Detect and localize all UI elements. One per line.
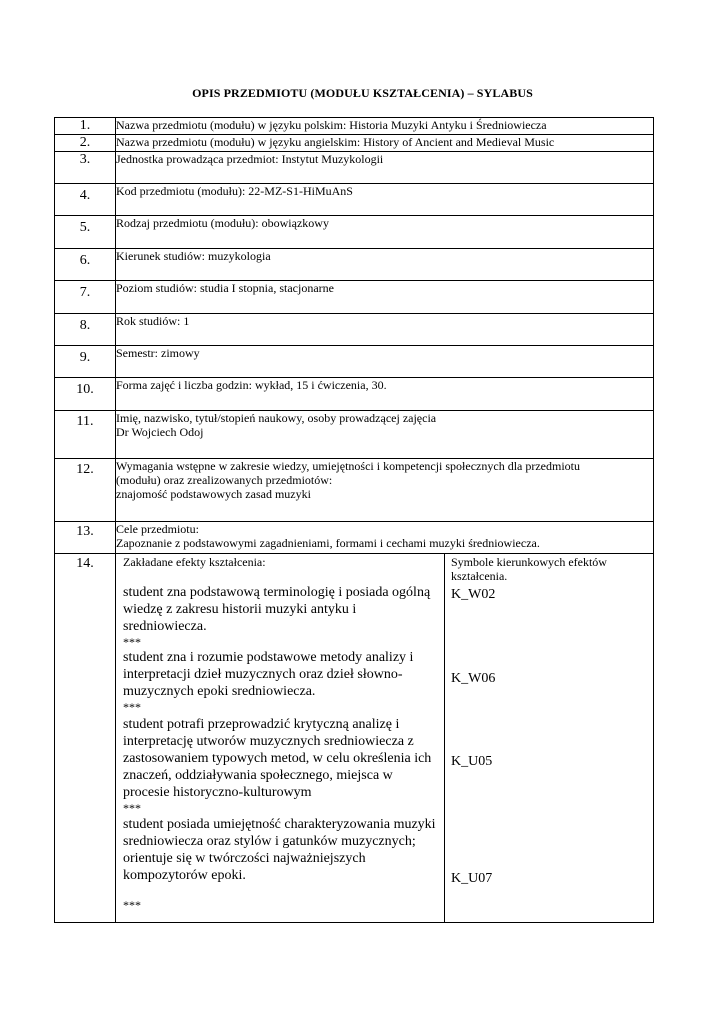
course-name-polish: Nazwa przedmiotu (modułu) w języku polskim: Historia Muzyki Antyku i Średniowiecza bbox=[116, 118, 654, 135]
class-form-hours: Forma zajęć i liczba godzin: wykład, 15 i ćwiczenia, 30. bbox=[116, 378, 654, 411]
separator: *** bbox=[123, 700, 141, 714]
course-name-english: Nazwa przedmiotu (modułu) w języku angielskim: History of Ancient and Medieval Music bbox=[116, 135, 654, 152]
row-number: 7. bbox=[55, 281, 116, 314]
field-of-study: Kierunek studiów: muzykologia bbox=[116, 249, 654, 281]
row-number: 9. bbox=[55, 346, 116, 378]
table-row-learning-outcomes bbox=[55, 554, 654, 923]
table-row bbox=[55, 346, 654, 378]
table-row bbox=[55, 216, 654, 249]
row-number: 2. bbox=[55, 135, 116, 152]
table-row bbox=[55, 281, 654, 314]
syllabus-table bbox=[54, 117, 654, 923]
learning-outcome: student zna podstawową terminologię i posiada ogólną wiedzę z zakresu historii muzyki antyku i sredniowiecza. bbox=[123, 585, 431, 634]
instructor-label: Imię, nazwisko, tytuł/stopień naukowy, osoby prowadzącej zajęcia bbox=[116, 411, 437, 425]
learning-outcome: student zna i rozumie podstawowe metody analizy i interpretacji dzieł muzycznych oraz dzieł słowno-muzycznych epoki sredniowiecza. bbox=[123, 650, 414, 699]
study-level: Poziom studiów: studia I stopnia, stacjonarne bbox=[116, 281, 654, 314]
course-type: Rodzaj przedmiotu (modułu): obowiązkowy bbox=[116, 216, 654, 249]
table-row bbox=[55, 184, 654, 216]
table-row bbox=[55, 152, 654, 184]
row-number: 14. bbox=[55, 554, 116, 923]
document-title: OPIS PRZEDMIOTU (MODUŁU KSZTAŁCENIA) – SYLABUS bbox=[192, 86, 533, 100]
row-number: 3. bbox=[55, 152, 116, 184]
instructor-name: Dr Wojciech Odoj bbox=[116, 425, 204, 439]
course-code: Kod przedmiotu (modułu): 22-MZ-S1-HiMuAnS bbox=[116, 184, 654, 216]
learning-outcome: student posiada umiejętność charakteryzowania muzyki sredniowiecza oraz stylów i gatunków muzycznych; orientuje się w twórczości najważniejszych kompozytorów epoki. bbox=[123, 817, 436, 883]
table-row bbox=[55, 135, 654, 152]
learning-outcomes-column bbox=[116, 554, 445, 923]
table-row bbox=[55, 459, 654, 522]
row-number: 1. bbox=[55, 118, 116, 135]
prerequisites bbox=[116, 459, 654, 522]
row-number: 5. bbox=[55, 216, 116, 249]
objectives-text: Zapoznanie z podstawowymi zagadnieniami, formami i cechami muzyki średniowiecza. bbox=[116, 536, 540, 550]
row-number: 11. bbox=[55, 411, 116, 459]
table-row bbox=[55, 118, 654, 135]
effect-symbol: K_W06 bbox=[451, 671, 496, 686]
course-objectives bbox=[116, 522, 654, 554]
effect-symbol: K_U05 bbox=[451, 754, 493, 769]
row-number: 10. bbox=[55, 378, 116, 411]
effect-symbol: K_W02 bbox=[451, 587, 496, 602]
row-number: 13. bbox=[55, 522, 116, 554]
separator: *** bbox=[123, 898, 141, 912]
row-number: 12. bbox=[55, 459, 116, 522]
symbols-column bbox=[445, 554, 654, 923]
symbols-heading: Symbole kierunkowych efektów kształcenia. bbox=[451, 555, 607, 583]
objectives-label: Cele przedmiotu: bbox=[116, 522, 199, 536]
table-row bbox=[55, 411, 654, 459]
learning-outcomes-heading: Zakładane efekty kształcenia: bbox=[123, 555, 266, 569]
separator: *** bbox=[123, 801, 141, 815]
effect-symbol: K_U07 bbox=[451, 871, 493, 886]
prerequisites-value: znajomość podstawowych zasad muzyki bbox=[116, 487, 311, 501]
table-row bbox=[55, 249, 654, 281]
row-number: 6. bbox=[55, 249, 116, 281]
row-number: 8. bbox=[55, 314, 116, 346]
prerequisites-line: (modułu) oraz zrealizowanych przedmiotów: bbox=[116, 473, 333, 487]
table-row bbox=[55, 378, 654, 411]
table-row bbox=[55, 314, 654, 346]
table-row bbox=[55, 522, 654, 554]
teaching-unit: Jednostka prowadząca przedmiot: Instytut Muzykologii bbox=[116, 152, 654, 184]
semester: Semestr: zimowy bbox=[116, 346, 654, 378]
learning-outcome: student potrafi przeprowadzić krytyczną analizę i interpretację utworów muzycznych sredniowiecza z zastosowaniem typowych metod, w celu określenia ich znaczeń, oddziaływania społecznego, miejsca w procesie historyczno-kulturowym bbox=[123, 717, 432, 800]
row-number: 4. bbox=[55, 184, 116, 216]
instructor bbox=[116, 411, 654, 459]
year-of-study: Rok studiów: 1 bbox=[116, 314, 654, 346]
separator: *** bbox=[123, 635, 141, 649]
prerequisites-line: Wymagania wstępne w zakresie wiedzy, umiejętności i kompetencji społecznych dla przedmiotu bbox=[116, 459, 581, 473]
